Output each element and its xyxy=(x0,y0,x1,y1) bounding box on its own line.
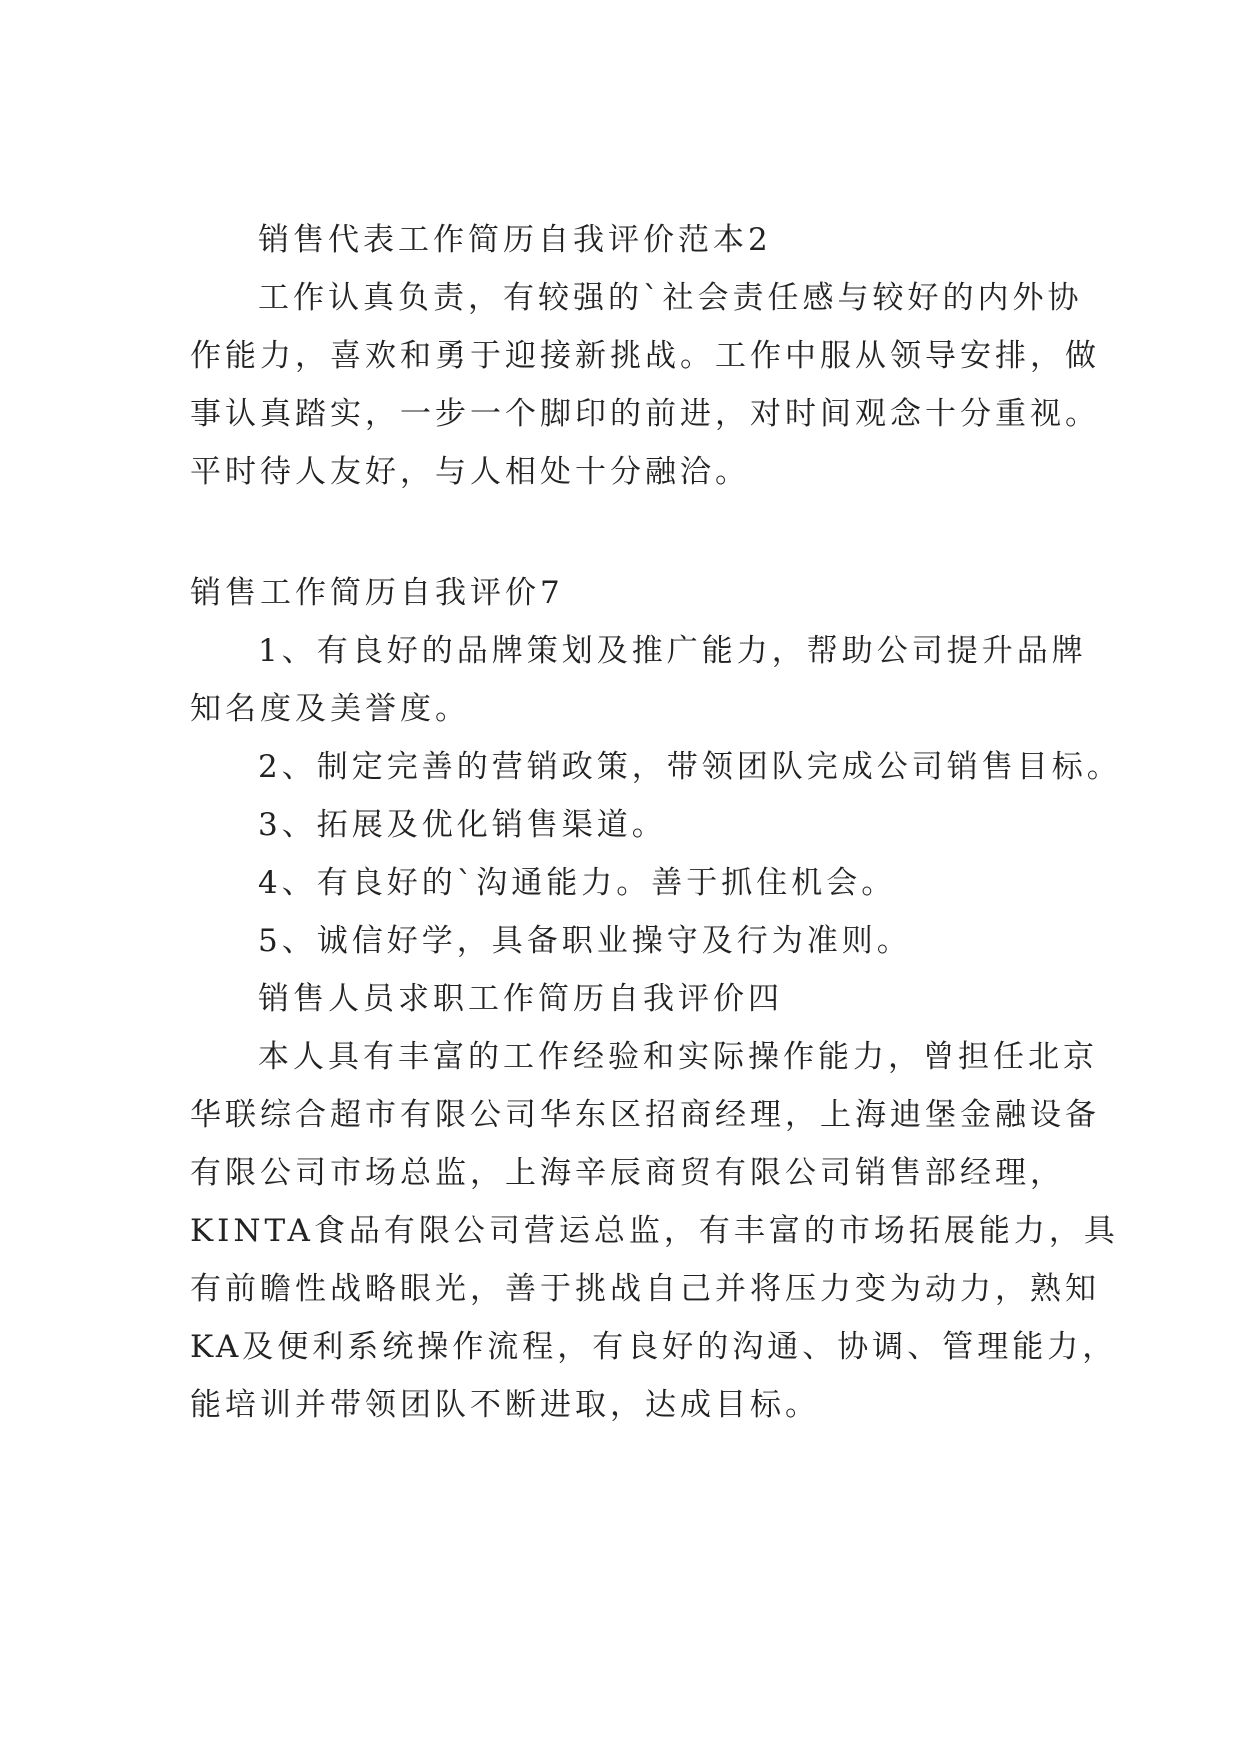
list-item: 5、诚信好学，具备职业操守及行为准则。 xyxy=(258,923,912,959)
section-sales-rep-evaluation xyxy=(190,211,1100,501)
paragraph-line: 本人具有丰富的工作经验和实际操作能力，曾担任北京 xyxy=(258,1039,1098,1075)
list-item-continuation: 知名度及美誉度。 xyxy=(190,691,470,727)
paragraph-line: 有前瞻性战略眼光，善于挑战自己并将压力变为动力，熟知 xyxy=(190,1271,1100,1307)
paragraph-line: 华联综合超市有限公司华东区招商经理，上海迪堡金融设备 xyxy=(190,1097,1100,1133)
subsection-heading: 销售人员求职工作简历自我评价四 xyxy=(258,981,783,1017)
paragraph-line: KA及便利系统操作流程，有良好的沟通、协调、管理能力， xyxy=(190,1329,1118,1365)
paragraph-line: 能培训并带领团队不断进取，达成目标。 xyxy=(190,1387,820,1423)
paragraph-line: 作能力，喜欢和勇于迎接新挑战。工作中服从领导安排，做 xyxy=(190,338,1100,374)
paragraph-line: 工作认真负责，有较强的`社会责任感与较好的内外协 xyxy=(258,280,1083,316)
list-item: 1、有良好的品牌策划及推广能力，帮助公司提升品牌 xyxy=(258,633,1087,669)
list-item: 4、有良好的`沟通能力。善于抓住机会。 xyxy=(258,865,897,901)
list-item: 2、制定完善的营销政策，带领团队完成公司销售目标。 xyxy=(258,749,1122,785)
section-heading: 销售工作简历自我评价7 xyxy=(190,575,564,611)
list-item: 3、拓展及优化销售渠道。 xyxy=(258,807,667,843)
paragraph-line: 平时待人友好，与人相处十分融洽。 xyxy=(190,454,750,490)
paragraph-line: 有限公司市场总监，上海辛辰商贸有限公司销售部经理， xyxy=(190,1155,1065,1191)
paragraph-line: 事认真踏实，一步一个脚印的前进，对时间观念十分重视。 xyxy=(190,396,1100,432)
section-heading: 销售代表工作简历自我评价范本2 xyxy=(258,222,772,258)
section-sales-resume-evaluation xyxy=(190,564,1122,1434)
paragraph-line: KINTA食品有限公司营运总监，有丰富的市场拓展能力，具 xyxy=(190,1213,1119,1249)
